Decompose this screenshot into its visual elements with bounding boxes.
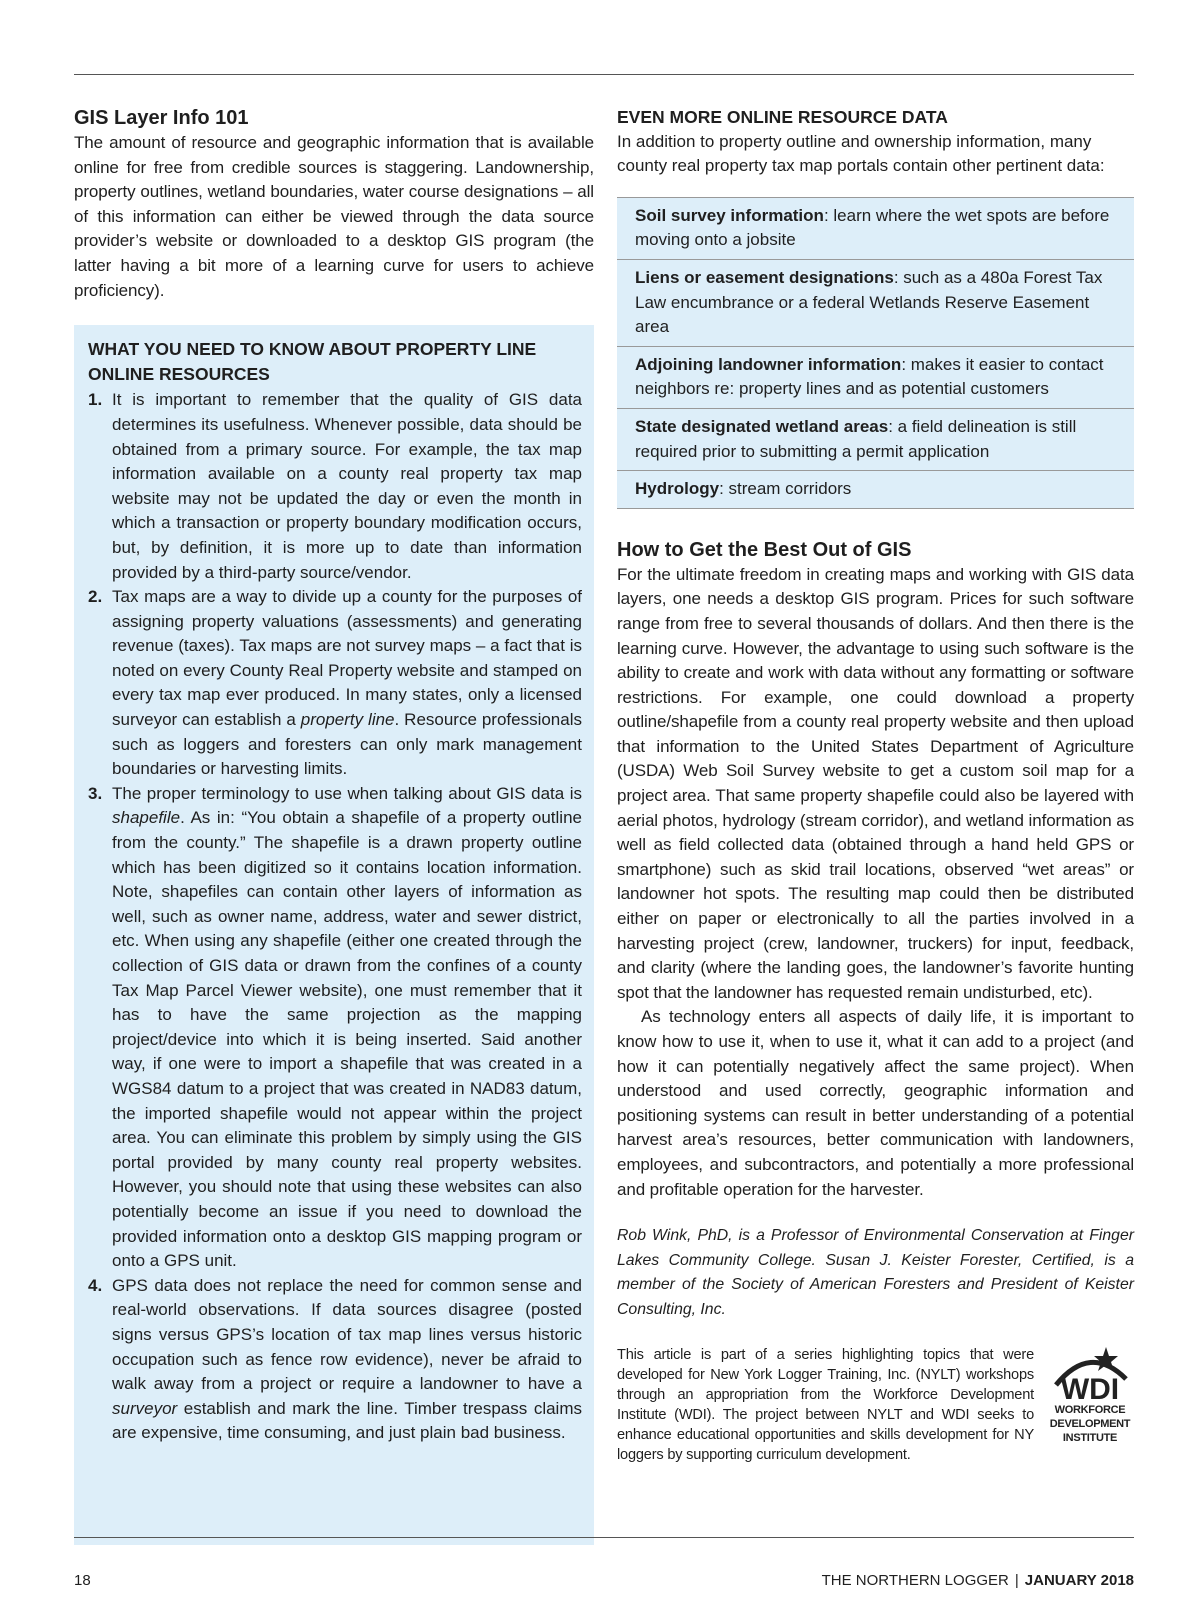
row-desc: : learn where the wet spots are before moving onto a jobsite (635, 205, 1110, 250)
publication-footer (822, 1572, 1134, 1589)
author-bio: Rob Wink, PhD, is a Professor of Environmental Conservation at Finger Lakes Community College. Susan J. Keister Forester, Certified, is a member of the Society of American Foresters and President of Keister Consulting, Inc. (617, 1227, 1134, 1318)
list-text-b: establish and mark the line. Timber trespass claims are expensive, time consuming, and just plain bad business. (112, 1398, 582, 1443)
resource-data-heading: EVEN MORE ONLINE RESOURCE DATA (617, 107, 948, 127)
section-title: How to Get the Best Out of GIS (617, 538, 912, 561)
publication-name: THE NORTHERN LOGGER (821, 1572, 1009, 1589)
row-term: State designated wetland areas (635, 416, 889, 436)
list-item (88, 782, 582, 1274)
property-line-sidebar (74, 325, 594, 1545)
footer-separator: | (1014, 1572, 1019, 1589)
list-number: 2. (88, 587, 103, 607)
bottom-rule (74, 1537, 1134, 1538)
row-term: Soil survey information (635, 205, 824, 225)
article-title: GIS Layer Info 101 (74, 107, 249, 129)
logo-line: DEVELOPMENT (1049, 1417, 1131, 1430)
list-text-a: GPS data does not replace the need for common sense and real-world observations. If data sources disagree (posted signs versus GPS’s location of tax map lines versus historic occupation such as fence row evidence), never be afraid to walk away from a project or require a landowner to have a (112, 1275, 582, 1394)
list-text: It is important to remember that the quality of GIS data determines its usefulness. Whenever possible, data should be obtained from a primary source. For example, the tax map information available on a county real property tax map website may not be updated the day or even the month in which a transaction or property boundary modification occurs, but, by definition, it is more up to date than information provided by a third-party source/vendor. (112, 390, 582, 582)
table-row (617, 198, 1134, 260)
wdi-logo-icon (1046, 1345, 1134, 1403)
credit-text: This article is part of a series highlighting topics that were developed for New York Logger Training, Inc. (NYLT) workshops through an appropriation from the Workforce Development Institute (WDI). The project between NYLT and WDI seeks to enhance educational opportunities and skills development for NY loggers by supporting curriculum development. (617, 1346, 1034, 1463)
list-number: 3. (88, 783, 103, 803)
logo-line: WORKFORCE (1054, 1403, 1126, 1416)
resource-data-intro: In addition to property outline and ownership information, many county real property tax map portals contain other pertinent data: (617, 131, 1105, 176)
wdi-logo (1046, 1345, 1134, 1465)
list-item (88, 1274, 582, 1446)
issue-date: JANUARY 2018 (1024, 1572, 1134, 1589)
table-row (617, 347, 1134, 409)
row-term: Liens or easement designations (635, 267, 894, 287)
body-paragraph: For the ultimate freedom in creating maps and working with GIS data layers, one needs a desktop GIS program. Prices for such software range from free to several thousands of dollars. And then there is the learning curve. However, the advantage to using such software is the ability to create and work with data without any formatting or software restrictions. For example, one could download a property outline/shapefile from a county real property website and then upload that information to the United States Department of Agriculture (USDA) Web Soil Survey website to get a custom soil map for a project area. That same property shapefile could also be layered with aerial photos, hydrology (stream corridor), and wetland information as well as field collected data (obtained through a hand held GPS or smartphone) such as skid trail locations, observed “wet areas” or landowner hot spots. The resulting map could then be distributed either on paper or electronically to all the parties involved in a harvesting project (crew, landowner, truckers) for input, feedback, and clarity (where the landing goes, the landowner’s favorite hunting spot that the landowner has requested remain undisturbed, etc). (617, 564, 1134, 1002)
list-text (112, 782, 582, 1274)
credit-box (617, 1345, 1134, 1465)
list-text-em: shapefile (112, 808, 181, 828)
intro-paragraph: The amount of resource and geographic information that is available online for free from credible sources is staggering. Landownership, property outlines, wetland boundaries, water course designations – all of this information can either be viewed through the data source provider’s website or downloaded to a desktop GIS program (the latter having a bit more of a learning curve for users to achieve proficiency). (74, 133, 594, 300)
wdi-mark: WDI (1060, 1372, 1120, 1403)
row-desc: : stream corridors (719, 479, 852, 499)
row-term: Hydrology (635, 479, 720, 499)
table-row (617, 409, 1134, 471)
sidebar-list (88, 388, 582, 1446)
right-column (617, 105, 1134, 1465)
row-desc: : a field delineation is still required prior to submitting a permit application (635, 416, 1077, 461)
list-text-em: surveyor (112, 1398, 178, 1418)
table-row (617, 260, 1134, 347)
list-text-b: . As in: “You obtain a shapefile of a property outline from the county.” The shapefile is a drawn property outline which has been digitized so it contains location information. Note, shapefiles can contain other layers of information as well, such as owner name, address, water and sewer district, etc. When using any shapefile (either one created through the collection of GIS data or drawn from the confines of a county Tax Map Parcel Viewer website), one must remember that it has to have the same projection as the mapping project/device into which it is being inserted. Said another way, if one were to import a shapefile that was created in a WGS84 datum to a project that was created in NAD83 datum, the imported shapefile would not appear within the project area. You can eliminate this problem by simply using the GIS portal provided by many county real property websites. However, you should note that using these websites can also potentially become an issue if you need to download the provided information onto a desktop GIS mapping program or onto a GPS unit. (112, 808, 582, 1271)
page-number: 18 (74, 1572, 91, 1589)
row-desc: : such as a 480a Forest Tax Law encumbrance or a federal Wetlands Reserve Easement area (635, 267, 1103, 337)
list-text-a: Tax maps are a way to divide up a county for the purposes of assigning property valuations (assessments) and generating revenue (taxes). Tax maps are not survey maps – a fact that is noted on every County Real Property website and stamped on every tax map ever produced. In many states, only a licensed surveyor can establish a (112, 587, 582, 730)
list-text-b: . Resource professionals such as loggers and foresters can only mark management boundaries or harvesting limits. (112, 710, 582, 779)
row-desc: : makes it easier to contact neighbors re: property lines and as potential customers (635, 354, 1104, 399)
resource-data-table (617, 197, 1134, 509)
list-item (88, 585, 582, 782)
list-text-em: property line (300, 710, 395, 730)
list-number: 4. (88, 1275, 103, 1295)
list-text (112, 585, 582, 782)
body-paragraph: As technology enters all aspects of daily life, it is important to know how to use it, when to use it, what it can add to a project (and how it can potentially negatively affect the same project). When understood and used correctly, geographic information and positioning systems can result in better understanding of a potential harvest area’s resources, better communication with landowners, employees, and subcontractors, and potentially a more professional and profitable operation for the harvester. (617, 1007, 1134, 1199)
row-term: Adjoining landowner information (635, 354, 902, 374)
list-text-a: The proper terminology to use when talking about GIS data is (112, 783, 582, 803)
list-text (112, 1274, 582, 1446)
table-row (617, 471, 1134, 509)
top-rule (74, 74, 1134, 75)
left-column (74, 105, 594, 1545)
sidebar-heading: WHAT YOU NEED TO KNOW ABOUT PROPERTY LINE ONLINE RESOURCES (88, 339, 537, 384)
logo-line: INSTITUTE (1062, 1431, 1118, 1444)
list-item (88, 388, 582, 585)
list-number: 1. (88, 390, 103, 410)
